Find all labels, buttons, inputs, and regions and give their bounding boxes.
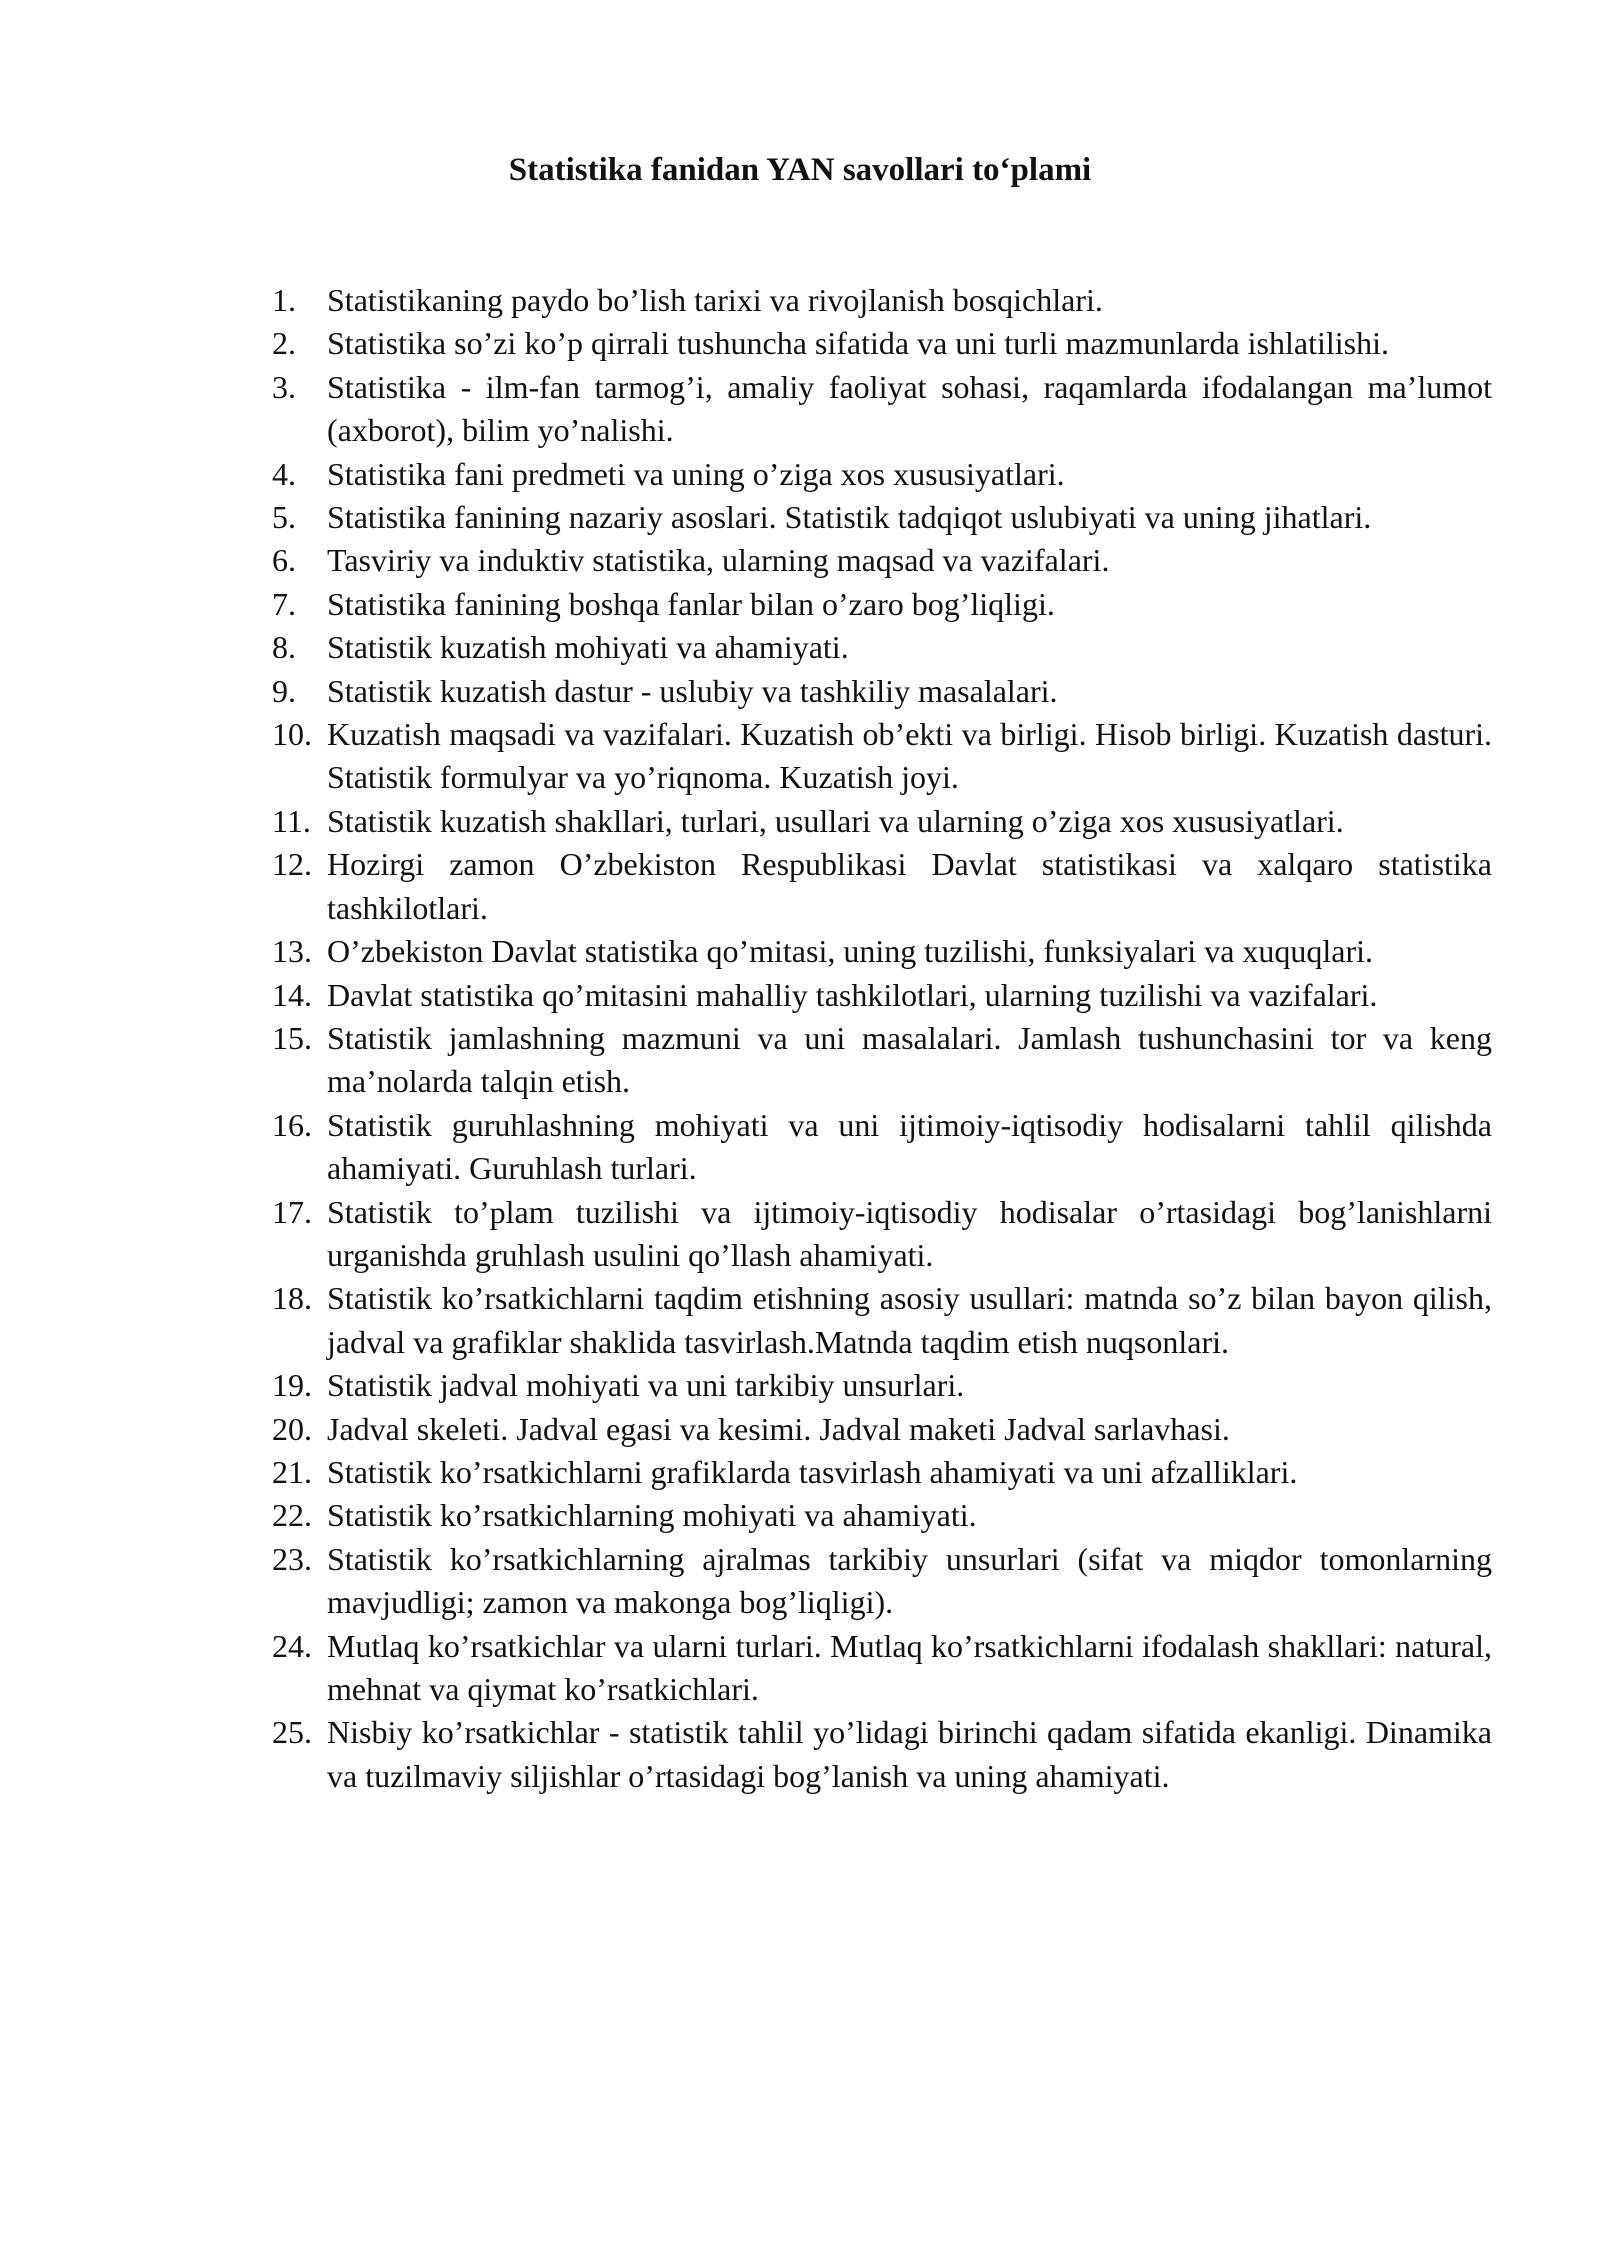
question-text: Nisbiy ko’rsatkichlar - statistik tahlil yo’lidagi birinchi qadam sifatida ekanligi. Dinamika va tuzilmaviy siljishlar o’rtasidagi bog’lanish va uning ahamiyati.	[327, 1714, 1492, 1794]
question-number: 17.	[272, 1193, 312, 1230]
question-item	[272, 626, 1492, 669]
question-text: Statistik kuzatish dastur - uslubiy va tashkiliy masalalari.	[327, 672, 1058, 709]
question-text: Statistik guruhlashning mohiyati va uni ijtimoiy-iqtisodiy hodisalarni tahlil qilishda ahamiyati. Guruhlash turlari.	[327, 1106, 1492, 1187]
question-number: 22.	[272, 1497, 312, 1534]
question-number: 18.	[272, 1280, 312, 1317]
question-number: 3.	[272, 368, 296, 405]
question-item	[272, 713, 1492, 800]
question-number: 24.	[272, 1627, 312, 1664]
question-item	[272, 1017, 1492, 1104]
question-item	[272, 1104, 1492, 1191]
question-item	[272, 1538, 1492, 1625]
question-text: Statistik kuzatish shakllari, turlari, usullari va ularning o’ziga xos xususiyatlari.	[327, 802, 1344, 839]
question-number: 16.	[272, 1106, 312, 1143]
question-text: Tasviriy va induktiv statistika, ularning maqsad va vazifalari.	[327, 542, 1110, 579]
question-text: O’zbekiston Davlat statistika qo’mitasi, uning tuzilishi, funksiyalari va xuquqlari.	[327, 933, 1374, 970]
question-number: 8.	[272, 629, 296, 666]
question-item	[272, 583, 1492, 626]
question-number: 2.	[272, 325, 296, 362]
question-item	[272, 1364, 1492, 1407]
question-text: Statistik jamlashning mazmuni va uni masalalari. Jamlash tushunchasini tor va keng ma’nolarda talqin etish.	[327, 1019, 1492, 1100]
document-title: Statistika fanidan YAN savollari to‘plami	[508, 152, 1092, 188]
question-item	[272, 539, 1492, 582]
question-item	[272, 1451, 1492, 1494]
question-list	[272, 279, 1492, 1798]
question-item	[272, 1277, 1492, 1364]
question-text: Kuzatish maqsadi va vazifalari. Kuzatish ob’ekti va birligi. Hisob birligi. Kuzatish dasturi. Statistik formulyar va yo’riqnoma. Kuzatish joyi.	[327, 716, 1492, 796]
question-text: Statistika so’zi ko’p qirrali tushuncha sifatida va uni turli mazmunlarda ishlatilishi.	[327, 325, 1389, 362]
question-text: Jadval skeleti. Jadval egasi va kesimi. Jadval maketi Jadval sarlavhasi.	[327, 1410, 1230, 1447]
question-item	[272, 930, 1492, 973]
question-text: Statistik ko’rsatkichlarning mohiyati va ahamiyati.	[327, 1497, 977, 1534]
question-text: Davlat statistika qo’mitasini mahalliy tashkilotlari, ularning tuzilishi va vazifalari.	[327, 976, 1378, 1013]
question-item	[272, 670, 1492, 713]
question-item	[272, 1191, 1492, 1278]
question-number: 25.	[272, 1714, 312, 1751]
question-number: 23.	[272, 1540, 312, 1577]
question-number: 20.	[272, 1410, 312, 1447]
question-number: 15.	[272, 1019, 312, 1056]
question-item	[272, 322, 1492, 365]
question-number: 9.	[272, 672, 296, 709]
question-text: Statistikaning paydo bo’lish tarixi va rivojlanish bosqichlari.	[327, 282, 1103, 318]
question-number: 14.	[272, 976, 312, 1013]
question-item	[272, 843, 1492, 930]
question-item	[272, 1711, 1492, 1798]
question-text: Statistik ko’rsatkichlarni grafiklarda tasvirlash ahamiyati va uni afzalliklari.	[327, 1453, 1298, 1490]
question-number: 7.	[272, 585, 296, 622]
question-number: 10.	[272, 716, 312, 753]
question-number: 21.	[272, 1453, 312, 1490]
question-number: 11.	[272, 802, 311, 839]
question-text: Statistika - ilm-fan tarmog’i, amaliy faoliyat sohasi, raqamlarda ifodalangan ma’lumot (axborot), bilim yo’nalishi.	[327, 368, 1492, 449]
question-text: Hozirgi zamon O’zbekiston Respublikasi Davlat statistikasi va xalqaro statistika tashkilotlari.	[327, 846, 1492, 926]
question-number: 5.	[272, 499, 296, 536]
question-number: 12.	[272, 846, 312, 883]
question-item	[272, 279, 1492, 322]
question-item	[272, 1625, 1492, 1712]
question-item	[272, 800, 1492, 843]
question-text: Statistika fani predmeti va uning o’ziga xos xususiyatlari.	[327, 455, 1065, 492]
question-text: Statistik ko’rsatkichlarni taqdim etishning asosiy usullari: matnda so’z bilan bayon qilish, jadval va grafiklar shaklida tasvirlash.Matnda taqdim etish nuqsonlari.	[327, 1280, 1492, 1360]
question-item	[272, 496, 1492, 539]
question-number: 6.	[272, 542, 296, 579]
question-text: Statistik to’plam tuzilishi va ijtimoiy-iqtisodiy hodisalar o’rtasidagi bog’lanishlarni urganishda gruhlash usulini qo’llash ahamiyati.	[327, 1193, 1492, 1273]
question-number: 19.	[272, 1367, 312, 1404]
question-number: 1.	[272, 282, 296, 318]
question-item	[272, 1408, 1492, 1451]
question-number: 4.	[272, 455, 296, 492]
question-text: Statistik ko’rsatkichlarning ajralmas tarkibiy unsurlari (sifat va miqdor tomonlarning mavjudligi; zamon va makonga bog’liqligi).	[327, 1540, 1492, 1621]
question-number: 13.	[272, 933, 312, 970]
question-text: Statistik jadval mohiyati va uni tarkibiy unsurlari.	[327, 1367, 965, 1404]
question-item	[272, 1494, 1492, 1537]
question-item	[272, 366, 1492, 453]
question-text: Statistik kuzatish mohiyati va ahamiyati.	[327, 629, 849, 666]
question-item	[272, 453, 1492, 496]
question-text: Statistika fanining nazariy asoslari. Statistik tadqiqot uslubiyati va uning jihatlari.	[327, 499, 1372, 536]
question-item	[272, 974, 1492, 1017]
question-text: Statistika fanining boshqa fanlar bilan o’zaro bog’liqligi.	[327, 585, 1055, 622]
question-text: Mutlaq ko’rsatkichlar va ularni turlari. Mutlaq ko’rsatkichlarni ifodalash shakllari: natural, mehnat va qiymat ko’rsatkichlari.	[327, 1627, 1492, 1707]
